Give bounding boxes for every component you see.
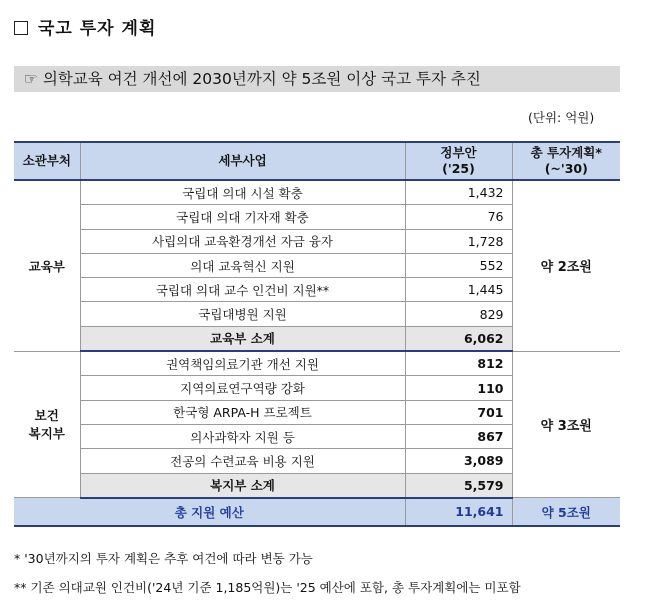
subtotal-label: 복지부 소계 — [80, 473, 405, 498]
header-budget — [405, 142, 512, 180]
project-name: 전공의 수련교육 비용 지원 — [80, 449, 405, 473]
header-budget-line1: 정부안 — [440, 145, 477, 160]
header-plan-line1: 총 투자계획* — [530, 145, 602, 160]
project-name: 권역책임의료기관 개선 지원 — [80, 351, 405, 376]
budget-value: 829 — [405, 302, 512, 326]
header-plan — [512, 142, 620, 180]
budget-value: 1,728 — [405, 229, 512, 253]
header-project: 세부사업 — [80, 142, 405, 180]
plan-cell: 약 2조원 — [512, 180, 620, 351]
grand-total-plan: 약 5조원 — [512, 498, 620, 526]
subtotal-label: 교육부 소계 — [80, 326, 405, 351]
footnote-2: ** 기존 의대교원 인건비('24년 기준 1,185억원)는 '25 예산에 포함, 총 투자계획에는 미포함 — [14, 580, 521, 595]
summary-banner: ☞ 의학교육 여건 개선에 2030년까지 약 5조원 이상 국고 투자 추진 — [14, 66, 620, 92]
budget-value: 1,432 — [405, 180, 512, 205]
table-row — [14, 351, 620, 376]
project-name: 국립대 의대 교수 인건비 지원** — [80, 278, 405, 302]
budget-value: 701 — [405, 400, 512, 424]
header-org — [14, 142, 80, 180]
project-name: 국립대병원 지원 — [80, 302, 405, 326]
org-text: 보건 복지부 — [28, 408, 65, 442]
budget-value: 3,089 — [405, 449, 512, 473]
table-header-row — [14, 142, 620, 180]
header-budget-line2: ('25) — [442, 161, 475, 176]
project-name: 의사과학자 지원 등 — [80, 424, 405, 448]
grand-total-row — [14, 498, 620, 526]
org-cell: 교육부 — [14, 180, 80, 351]
budget-value: 812 — [405, 351, 512, 376]
budget-value: 76 — [405, 205, 512, 229]
project-name: 한국형 ARPA-H 프로젝트 — [80, 400, 405, 424]
plan-cell: 약 3조원 — [512, 351, 620, 498]
budget-value: 552 — [405, 253, 512, 277]
header-plan-line2: (~'30) — [544, 161, 588, 176]
project-name: 지역의료연구역량 강화 — [80, 376, 405, 400]
table-row — [14, 180, 620, 205]
project-name: 국립대 의대 시설 확충 — [80, 180, 405, 205]
checkbox-square-icon — [14, 21, 28, 35]
unit-label: (단위: 억원) — [528, 110, 595, 125]
project-name: 국립대 의대 기자재 확충 — [80, 205, 405, 229]
budget-value: 1,445 — [405, 278, 512, 302]
subtotal-value: 6,062 — [405, 326, 512, 351]
subtotal-value: 5,579 — [405, 473, 512, 498]
header-org-text: 소관부처 — [22, 153, 71, 168]
grand-total-value: 11,641 — [405, 498, 512, 526]
investment-table — [14, 141, 620, 527]
project-name: 사립의대 교육환경개선 자금 융자 — [80, 229, 405, 253]
org-cell — [14, 351, 80, 498]
budget-value: 867 — [405, 424, 512, 448]
heading-text: 국고 투자 계획 — [38, 19, 157, 39]
grand-total-label: 총 지원 예산 — [14, 498, 405, 526]
section-heading — [14, 14, 156, 39]
project-name: 의대 교육혁신 지원 — [80, 253, 405, 277]
footnote-1: * '30년까지의 투자 계획은 추후 여건에 따라 변동 가능 — [14, 551, 313, 566]
budget-value: 110 — [405, 376, 512, 400]
